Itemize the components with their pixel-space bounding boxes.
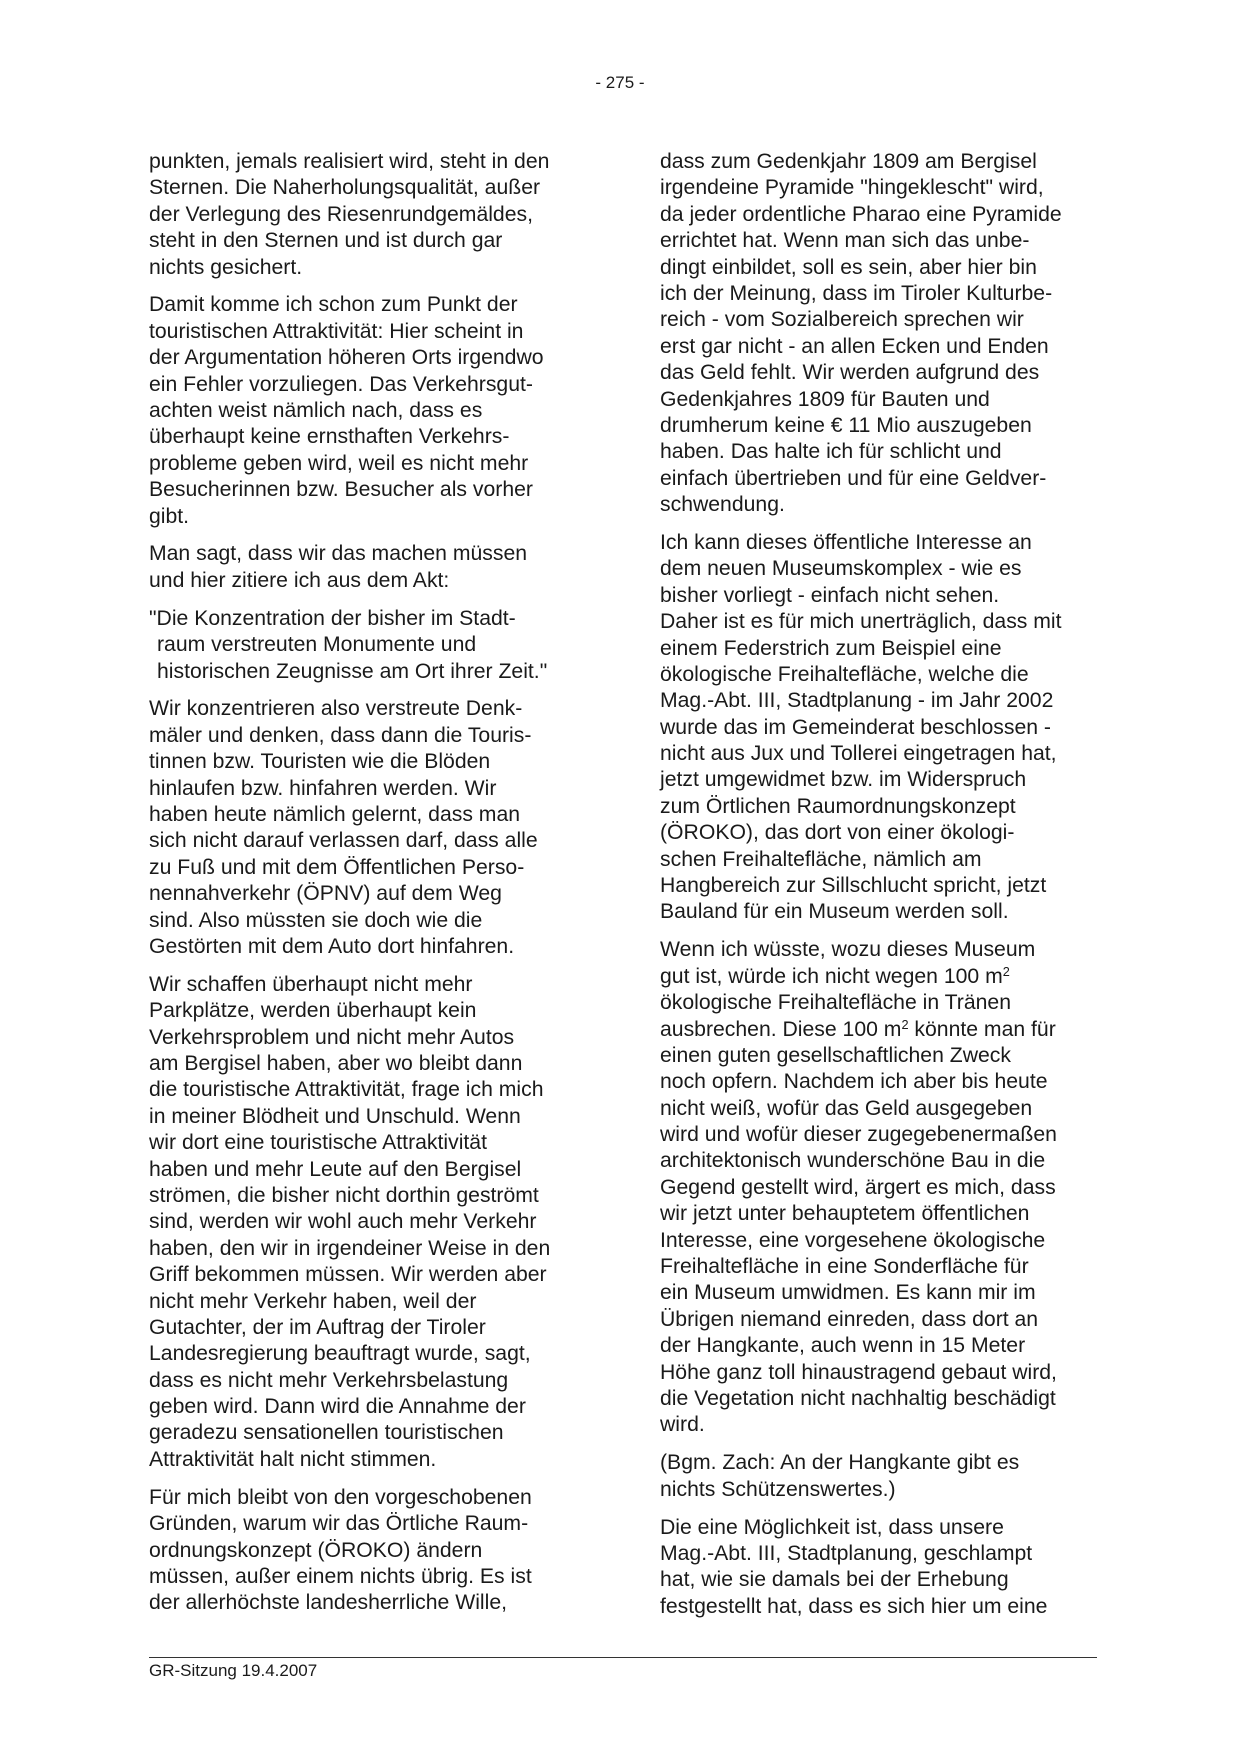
text-line: ich der Meinung, dass im Tiroler Kulturbe- (660, 281, 1053, 305)
text-line: erst gar nicht - an allen Ecken und Enden (660, 334, 1049, 358)
text-line: Bauland für ein Museum werden soll. (660, 900, 1009, 924)
text-line: haben und mehr Leute auf den Bergisel (149, 1157, 522, 1181)
text-line: wir dort eine touristische Attraktivität (149, 1131, 487, 1155)
text-line: Gedenkjahres 1809 für Bauten und (660, 387, 990, 411)
text-line: müssen, außer einem nichts übrig. Es ist (149, 1564, 532, 1588)
text-line: sind, werden wir wohl auch mehr Verkehr (149, 1210, 537, 1234)
text-line: gut ist, würde ich nicht wegen 100 $m^2$ (660, 963, 1010, 988)
footer-divider (149, 1657, 1097, 1658)
paragraph (660, 1450, 1106, 1503)
text-line: Wir konzentrieren also verstreute Denk- (149, 697, 523, 721)
text-line: historischen Zeugnisse am Ort ihrer Zeit." (157, 659, 548, 683)
text-line: Wir schaffen überhaupt nicht mehr (149, 972, 473, 996)
text-line: punkten, jemals realisiert wird, steht in den (149, 150, 550, 173)
text-line: "Die Konzentration der bisher im Stadt- (149, 606, 516, 630)
text-line: noch opfern. Nachdem ich aber bis heute (660, 1070, 1048, 1094)
text-line: Besucherinnen bzw. Besucher als vorher (149, 478, 533, 502)
text-line: Man sagt, dass wir das machen müssen (149, 542, 528, 566)
text-line: einen guten gesellschaftlichen Zweck (660, 1043, 1011, 1067)
text-line: Mag.-Abt. III, Stadtplanung - im Jahr 2002 (660, 689, 1054, 713)
text-line: der Verlegung des Riesenrundgemäldes, (149, 202, 533, 226)
text-line: schwendung. (660, 493, 785, 517)
footer-session-date: GR-Sitzung 19.4.2007 (149, 1661, 318, 1680)
paragraph (149, 696, 595, 960)
text-line: Ich kann dieses öffentliche Interesse an (660, 530, 1032, 554)
text-line: nicht weiß, wofür das Geld ausgegeben (660, 1096, 1033, 1120)
paragraph (660, 530, 1106, 926)
text-line: in meiner Blödheit und Unschuld. Wenn (149, 1104, 521, 1128)
text-line: und hier zitiere ich aus dem Akt: (149, 568, 450, 592)
text-line: festgestellt hat, dass es sich hier um eine (660, 1594, 1048, 1618)
text-line: gibt. (149, 504, 190, 528)
text-line: bisher vorliegt - einfach nicht sehen. (660, 583, 1000, 607)
text-line: Griff bekommen müssen. Wir werden aber (149, 1263, 547, 1287)
text-line: nicht mehr Verkehr haben, weil der (149, 1289, 477, 1313)
right-text-column (660, 149, 1106, 1632)
text-line: Gutachter, der im Auftrag der Tiroler (149, 1315, 486, 1339)
paragraph (660, 149, 1106, 518)
text-line: sind. Also müssten sie doch wie die (149, 908, 483, 932)
paragraph (149, 541, 595, 594)
text-line: Für mich bleibt von den vorgeschobenen (149, 1485, 532, 1509)
text-line: da jeder ordentliche Pharao eine Pyramide (660, 202, 1062, 226)
text-line: Landesregierung beauftragt wurde, sagt, (149, 1342, 531, 1366)
text-line: am Bergisel haben, aber wo bleibt dann (149, 1052, 523, 1075)
paragraph (149, 292, 595, 530)
text-line: Parkplätze, werden überhaupt kein (149, 999, 477, 1023)
paragraph (149, 972, 595, 1473)
text-line: einfach übertrieben und für eine Geldver- (660, 466, 1047, 490)
text-line: Sternen. Die Naherholungsqualität, außer (149, 176, 541, 200)
text-line: dingt einbildet, soll es sein, aber hier bin (660, 255, 1037, 279)
text-line: Wenn ich wüsste, wozu dieses Museum (660, 938, 1036, 962)
paragraph (660, 1515, 1106, 1621)
text-line: Hangbereich zur Sillschlucht spricht, jetzt (660, 874, 1047, 898)
text-line: Verkehrsproblem und nicht mehr Autos (149, 1025, 515, 1049)
text-line: Gestörten mit dem Auto dort hinfahren. (149, 934, 515, 958)
text-line: tinnen bzw. Touristen wie die Blöden (149, 750, 491, 774)
text-line: der Argumentation höheren Orts irgendwo (149, 346, 544, 370)
paragraph (660, 937, 1106, 1438)
text-line: strömen, die bisher nicht dorthin geströmt (149, 1183, 539, 1207)
text-line: geradezu sensationellen touristischen (149, 1421, 504, 1445)
text-line: drumherum keine € 11 Mio auszugeben (660, 413, 1032, 437)
text-line: dass es nicht mehr Verkehrsbelastung (149, 1368, 509, 1392)
text-line: zum Örtlichen Raumordnungskonzept (660, 794, 1016, 818)
text-line: errichtet hat. Wenn man sich das unbe- (660, 229, 1030, 253)
text-line: dem neuen Museumskomplex - wie es (660, 557, 1022, 581)
text-line: dass zum Gedenkjahr 1809 am Bergisel (660, 150, 1037, 173)
text-line: reich - vom Sozialbereich sprechen wir (660, 308, 1024, 332)
text-line: Interesse, eine vorgesehene ökologische (660, 1228, 1046, 1252)
text-line: einem Federstrich zum Beispiel eine (660, 636, 1002, 660)
paragraph (149, 149, 595, 281)
text-line: Freihaltefläche in eine Sonderfläche für (660, 1255, 1029, 1279)
text-line: mäler und denken, dass dann die Touris- (149, 723, 532, 747)
text-line: Gründen, warum wir das Örtliche Raum- (149, 1512, 529, 1536)
text-line: (Bgm. Zach: An der Hangkante gibt es (660, 1451, 1020, 1475)
text-line: irgendeine Pyramide "hingeklescht" wird, (660, 176, 1044, 200)
text-line: jetzt umgewidmet bzw. im Widerspruch (660, 768, 1027, 792)
text-line: Daher ist es für mich unerträglich, dass mit (660, 610, 1062, 634)
text-line: Attraktivität halt nicht stimmen. (149, 1447, 437, 1471)
text-line: Gegend gestellt wird, ärgert es mich, dass (660, 1175, 1056, 1199)
text-line: ein Museum umwidmen. Es kann mir im (660, 1281, 1036, 1305)
text-line: das Geld fehlt. Wir werden aufgrund des (660, 361, 1040, 385)
text-line: der Hangkante, auch wenn in 15 Meter (660, 1334, 1026, 1358)
text-line: ordnungskonzept (ÖROKO) ändern (149, 1538, 483, 1562)
text-line: sich nicht darauf verlassen darf, dass alle (149, 829, 538, 853)
text-line: Mag.-Abt. III, Stadtplanung, geschlampt (660, 1541, 1033, 1565)
text-line: ökologische Freihaltefläche, welche die (660, 662, 1029, 686)
text-line: wird und wofür dieser zugegebenermaßen (660, 1123, 1057, 1147)
text-line: der allerhöchste landesherrliche Wille, (149, 1591, 508, 1615)
text-line: nennahverkehr (ÖPNV) auf dem Weg (149, 882, 502, 906)
text-line: haben, den wir in irgendeiner Weise in den (149, 1236, 551, 1260)
text-line: wird. (660, 1413, 705, 1437)
text-line: haben heute nämlich gelernt, dass man (149, 802, 521, 826)
text-line: die Vegetation nicht nachhaltig beschädigt (660, 1386, 1056, 1410)
text-line: nichts Schützenswertes.) (660, 1477, 896, 1501)
text-line: Höhe ganz toll hinaustragend gebaut wird, (660, 1360, 1057, 1384)
text-line: haben. Das halte ich für schlicht und (660, 440, 1002, 464)
text-line: wurde das im Gemeinderat beschlossen - (660, 715, 1051, 739)
text-line: ein Fehler vorzuliegen. Das Verkehrsgut- (149, 372, 533, 396)
text-line: die touristische Attraktivität, frage ich mich (149, 1078, 544, 1102)
text-line: achten weist nämlich nach, dass es (149, 399, 483, 423)
text-line: hinlaufen bzw. hinfahren werden. Wir (149, 776, 497, 800)
paragraph (149, 1485, 595, 1617)
text-line: Übrigen niemand einreden, dass dort an (660, 1307, 1039, 1331)
text-line: nicht aus Jux und Tollerei eingetragen hat, (660, 742, 1057, 766)
text-line: geben wird. Dann wird die Annahme der (149, 1395, 526, 1419)
text-line: Damit komme ich schon zum Punkt der (149, 293, 518, 317)
text-line: ausbrechen. Diese 100 $m^2$ könnte man für (660, 1016, 1056, 1041)
paragraph (149, 606, 595, 685)
text-line: steht in den Sternen und ist durch gar (149, 229, 503, 253)
text-line: touristischen Attraktivität: Hier scheint in (149, 319, 524, 343)
text-line: zu Fuß und mit dem Öffentlichen Perso- (149, 855, 525, 879)
page-number: - 275 - (595, 73, 645, 92)
text-line: nichts gesichert. (149, 255, 303, 279)
text-line: architektonisch wunderschöne Bau in die (660, 1149, 1046, 1173)
text-line: Die eine Möglichkeit ist, dass unsere (660, 1515, 1004, 1539)
text-line: hat, wie sie damals bei der Erhebung (660, 1568, 1009, 1592)
left-text-column (149, 149, 595, 1628)
text-line: raum verstreuten Monumente und (157, 633, 477, 657)
text-line: ökologische Freihaltefläche in Tränen (660, 991, 1011, 1015)
text-line: wir jetzt unter behauptetem öffentlichen (660, 1202, 1030, 1226)
text-line: (ÖROKO), das dort von einer ökologi- (660, 821, 1015, 845)
text-line: überhaupt keine ernsthaften Verkehrs- (149, 425, 510, 449)
text-line: schen Freihaltefläche, nämlich am (660, 847, 982, 871)
text-line: probleme geben wird, weil es nicht mehr (149, 451, 529, 475)
